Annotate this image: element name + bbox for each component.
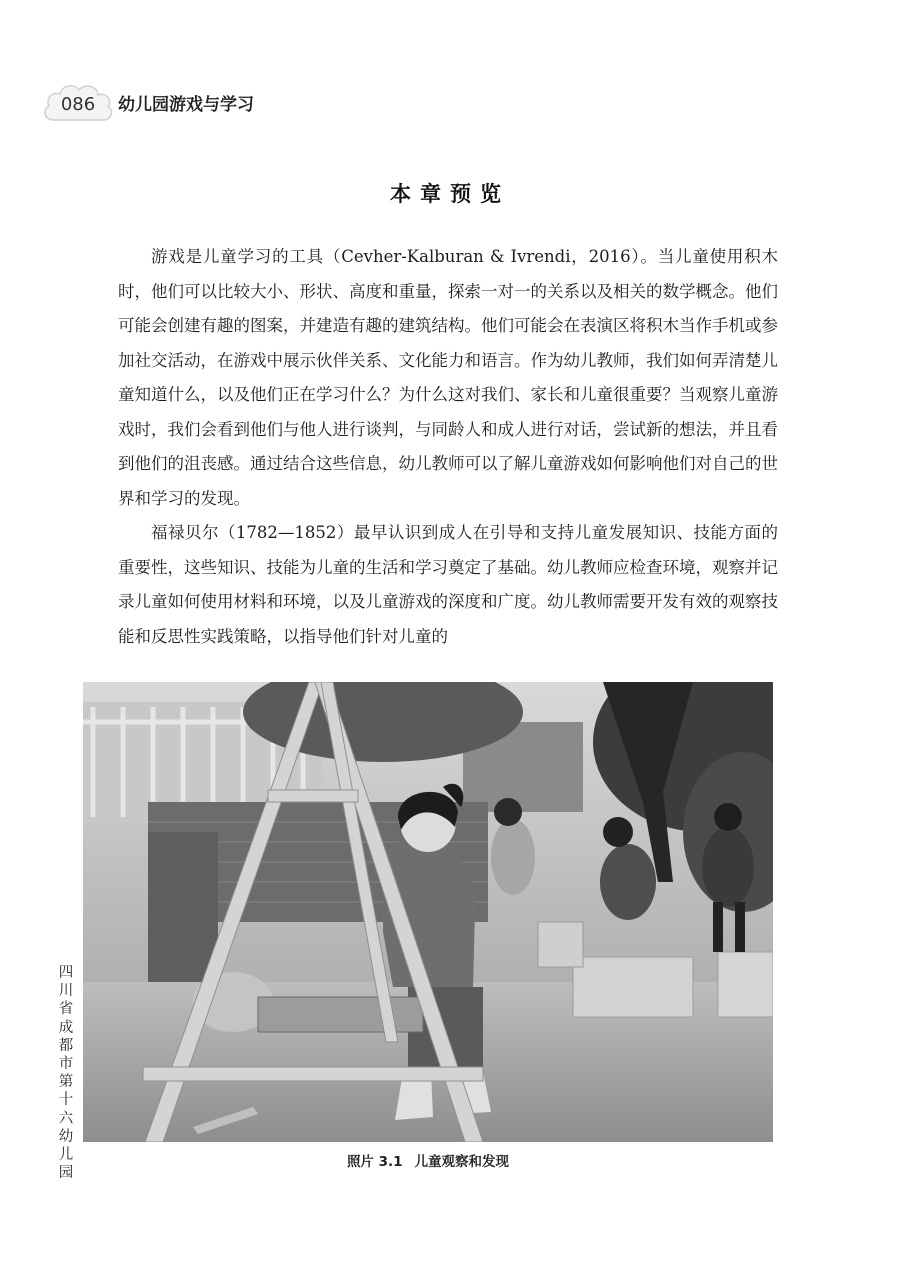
photo-credit: 四川省成都市第十六幼儿园 (58, 965, 74, 1182)
paragraph-2: 福禄贝尔（1782—1852）最早认识到成人在引导和支持儿童发展知识、技能方面的重要性，这些知识、技能为儿童的生活和学习奠定了基础。幼儿教师应检查环境，观察并记录儿童如何使用材料和环境，以及儿童游戏的深度和广度。幼儿教师需要开发有效的观察技能和反思性实践策略，以指导他们针对儿童的 (118, 523, 778, 646)
photo-illustration (83, 682, 773, 1142)
page-number: 086 (60, 94, 96, 115)
photo-children-sandbox (83, 682, 773, 1142)
figure-caption (0, 1150, 856, 1170)
figure-label: 照片 3.1 (346, 1154, 403, 1170)
paragraph-1: 游戏是儿童学习的工具（Cevher-Kalburan & Ivrendi，2016）。当儿童使用积木时，他们可以比较大小、形状、高度和重量，探索一对一的关系以及相关的数学概念。他们可能会创建有趣的图案，并建造有趣的建筑结构。他们可能会在表演区将积木当作手机或参加社交活动，在游戏中展示伙伴关系、文化能力和语言。作为幼儿教师，我们如何弄清楚儿童知道什么，以及他们正在学习什么？为什么这对我们、家长和儿童很重要？当观察儿童游戏时，我们会看到他们与他人进行谈判，与同龄人和成人进行对话，尝试新的想法，并且看到他们的沮丧感。通过结合这些信息，幼儿教师可以了解儿童游戏如何影响他们对自己的世界和学习的发现。 (118, 247, 778, 508)
running-header (40, 78, 460, 130)
body-text (118, 240, 778, 654)
book-title: 幼儿园游戏与学习 (118, 95, 254, 115)
figure-caption-text: 儿童观察和发现 (414, 1154, 510, 1170)
chapter-title: 本章预览 (390, 181, 510, 206)
